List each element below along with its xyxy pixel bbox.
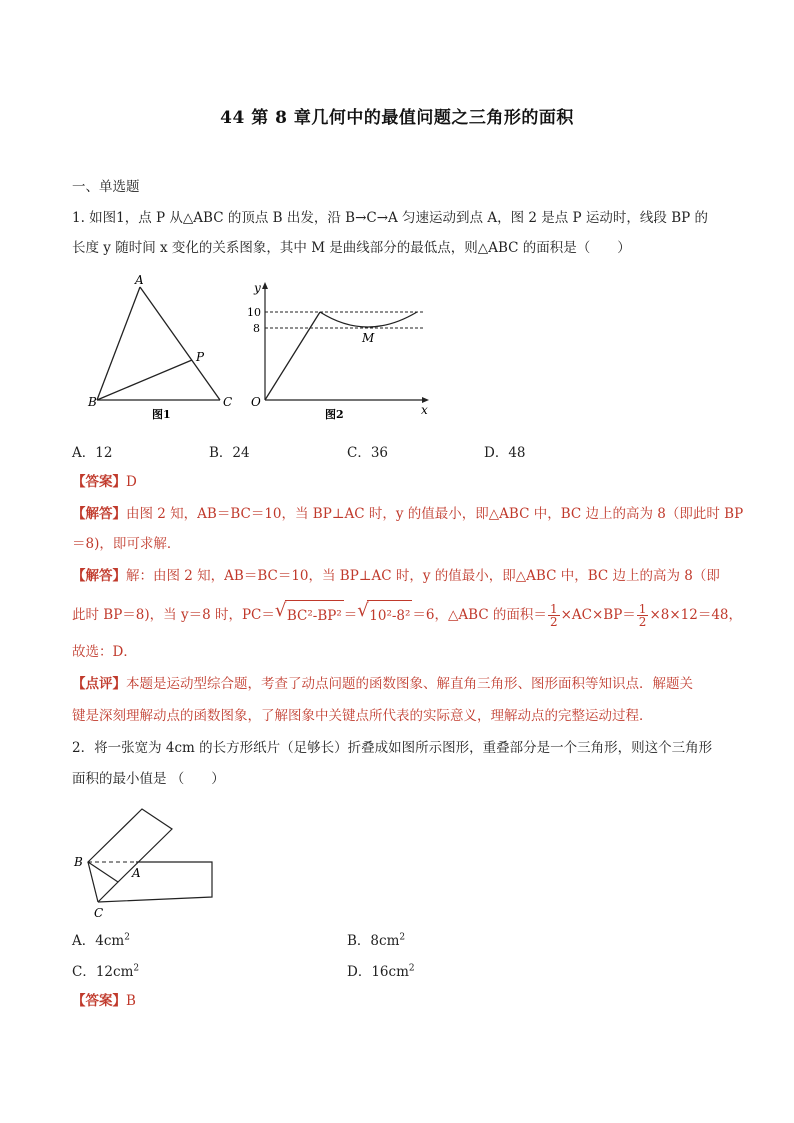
q1-solution-eq: ＝ (343, 607, 358, 623)
q1-comment-line2: 键是深刻理解动点的函数图象，了解图象中关键点所代表的实际意义，理解动点的完整运动过程． (72, 708, 653, 724)
fig1-label-c: C (223, 395, 233, 409)
q1-comment-text1: 本题是运动型综合题，考查了动点问题的函数图象、解直角三角形、图形面积等知识点．解题关 (126, 676, 693, 692)
fig2-tick-10: 10 (247, 306, 261, 319)
q2-answer-value: B (126, 993, 136, 1009)
q1-option-c[interactable]: C．36 (347, 445, 389, 461)
q1-text-line2: 长度 y 随时间 x 变化的关系图象，其中 M 是曲线部分的最低点，则△ABC 的面积是（ ） (72, 240, 631, 256)
fig1-segment-bp (97, 360, 192, 400)
q1-option-d[interactable]: D．48 (484, 445, 526, 461)
fig2-y-arrow (262, 282, 268, 289)
q2-folded-strip (88, 809, 172, 882)
q1-solution-text2a: 此时 BP＝8)，当 y＝8 时，PC＝ (72, 607, 275, 623)
q2-figure (70, 795, 230, 920)
q2-option-c[interactable]: C．$12cm^2$ (72, 963, 140, 980)
fig2-linear-segment (265, 312, 320, 400)
q1-sqrt-1: √ BC²-BP² (275, 600, 344, 631)
fig2-curve (320, 312, 417, 327)
q1-answer-label: 【答案】 (72, 474, 126, 490)
q2-answer (72, 991, 732, 1011)
q1-answer (72, 472, 732, 492)
q2-option-b[interactable]: B．$8cm^2$ (347, 932, 406, 949)
q1-figure1 (80, 270, 240, 420)
fig2-label-o: O (251, 395, 261, 409)
q2-text-line1: 2．将一张宽为 4cm 的长方形纸片（足够长）折叠成如图所示图形，重叠部分是一个三角形，则这个三角形 (72, 740, 713, 756)
section-heading: 一、单选题 (72, 179, 140, 195)
q2-strip-bottom-edge (98, 882, 118, 902)
q1-analysis-text1: 由图 2 知，AB＝BC＝10，当 BP⊥AC 时，y 的值最小，即△ABC 中，BC 边上的高为 8（即此时 BP (126, 506, 744, 522)
fig2-caption: 图2 (325, 408, 344, 420)
q1-fraction-2: $\frac{1}{2}$ (638, 602, 647, 629)
q1-analysis-line1 (72, 504, 744, 524)
q1-sqrt-2-radicand: 10²-8² (367, 600, 412, 631)
fig2-label-y: y (254, 281, 261, 295)
q2-option-d[interactable]: D．$16cm^2$ (347, 963, 415, 980)
page-title: 44 第 8 章几何中的最值问题之三角形的面积 (220, 108, 574, 128)
fig1-label-a: A (135, 273, 144, 287)
q2-label-c: C (94, 906, 104, 920)
q1-solution-label: 【解答】 (72, 568, 126, 584)
q2-label-b: B (74, 855, 83, 869)
q1-solution-line3: 故选：D． (72, 644, 137, 660)
fig1-caption: 图1 (152, 408, 171, 420)
q1-analysis-line2: ＝8)，即可求解． (72, 536, 181, 552)
fig1-side-ab (97, 287, 140, 400)
fig2-label-m: M (362, 331, 375, 345)
q1-option-a[interactable]: A．12 (72, 445, 113, 461)
q1-answer-value: D (126, 474, 137, 490)
q1-solution-text2d: ×8×12＝48， (649, 607, 743, 623)
q1-option-b[interactable]: B．24 (209, 445, 250, 461)
q2-answer-label: 【答案】 (72, 993, 126, 1009)
q1-analysis-label: 【解答】 (72, 506, 126, 522)
fig1-label-b: B (88, 395, 97, 409)
fig1-side-ac (140, 287, 220, 400)
q1-sqrt-2: √ 10²-8² (357, 600, 412, 631)
q2-rectangle (98, 862, 212, 902)
fig2-label-x: x (421, 403, 428, 417)
q1-comment-label: 【点评】 (72, 676, 126, 692)
q2-label-a: A (132, 866, 141, 880)
q1-figure2 (245, 280, 435, 420)
q2-option-a[interactable]: A．$4cm^2$ (72, 932, 130, 949)
q1-comment-line1 (72, 674, 732, 694)
fig1-label-p: P (196, 350, 205, 364)
q1-fraction-1: $\frac{1}{2}$ (549, 602, 558, 629)
q2-text-line2: 面积的最小值是 （ ） (72, 771, 225, 787)
q1-solution-text2c: ×AC×BP＝ (560, 607, 636, 623)
q1-solution-line1 (72, 566, 732, 586)
fig2-tick-8: 8 (253, 322, 260, 335)
q1-solution-text1: 解：由图 2 知，AB＝BC＝10，当 BP⊥AC 时，y 的值最小，即△ABC 中，BC 边上的高为 8（即 (126, 568, 720, 584)
q1-solution-line2 (72, 600, 743, 631)
q1-sqrt-1-radicand: BC²-BP² (285, 600, 344, 631)
q1-text-line1: 1. 如图1，点 P 从△ABC 的顶点 B 出发，沿 B→C→A 匀速运动到点 A，图 2 是点 P 运动时，线段 BP 的 (72, 210, 709, 226)
q1-solution-text2b: ＝6，△ABC 的面积＝ (412, 607, 547, 623)
